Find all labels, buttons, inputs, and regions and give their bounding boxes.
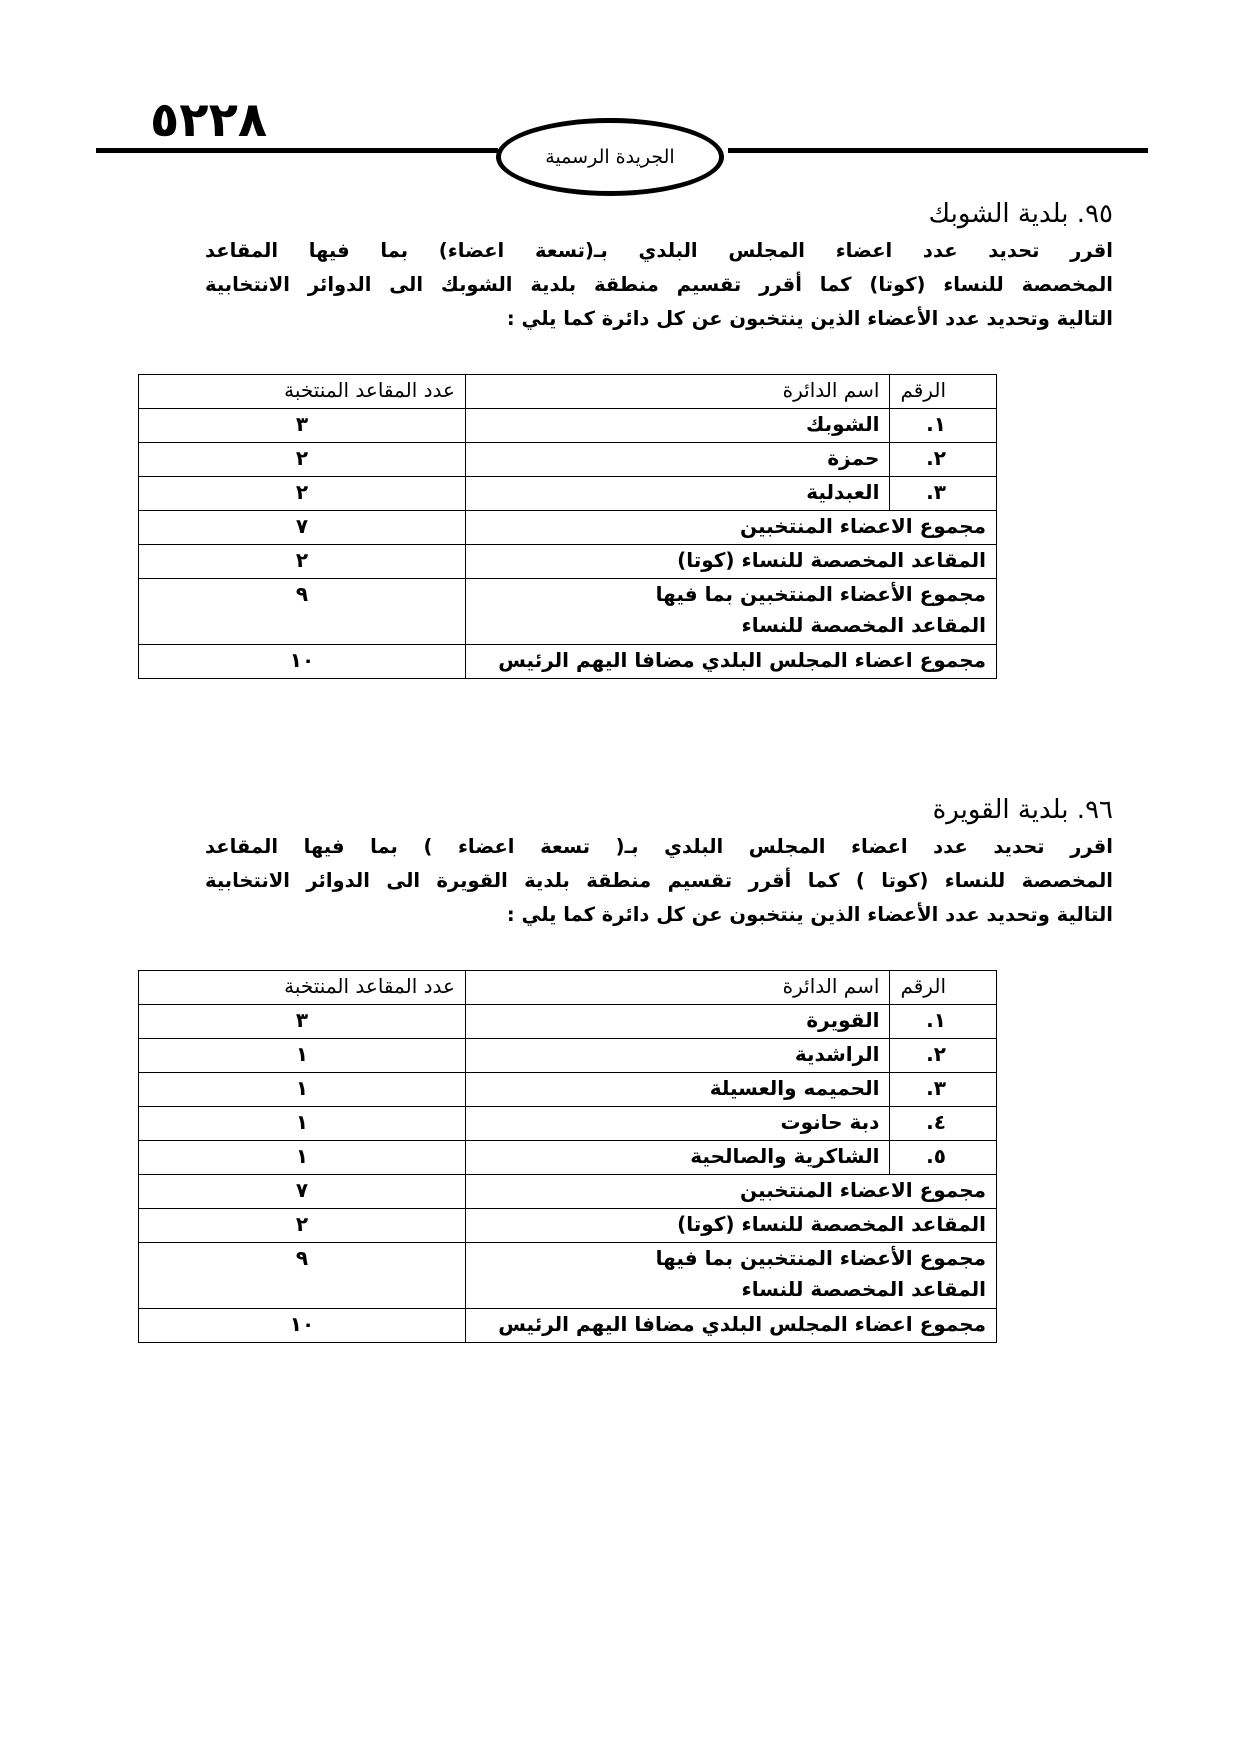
summary-row [139,1175,997,1209]
section-title: ٩٦. بلدية القويرة [932,795,1113,825]
summary-value: ٩ [139,579,466,645]
section-quwaira [135,792,1125,932]
summary-row [139,579,997,645]
decision-paragraph [205,234,1113,336]
row-number: ١. [890,409,997,443]
row-district: الشوبك [465,409,889,443]
summary-label: مجموع اعضاء المجلس البلدي مضافا اليهم الرئيس [465,645,996,679]
table-header-row [139,375,997,409]
row-seats: ١ [139,1073,466,1107]
paragraph-line: اقرر تحديد عدد اعضاء المجلس البلدي بـ(تسعة اعضاء) بما فيها المقاعد [205,239,1113,262]
header-number: الرقم [890,375,997,409]
row-district: القويرة [465,1005,889,1039]
summary-value: ٢ [139,1209,466,1243]
summary-label: المقاعد المخصصة للنساء (كوتا) [465,545,996,579]
summary-label: مجموع الأعضاء المنتخبين بما فيها المقاعد المخصصة للنساء [465,579,996,645]
table-row [139,409,997,443]
header-number: الرقم [890,971,997,1005]
summary-label: مجموع اعضاء المجلس البلدي مضافا اليهم الرئيس [465,1309,996,1343]
header-seats: عدد المقاعد المنتخبة [139,375,466,409]
summary-row [139,1209,997,1243]
header-rule-right [728,148,1148,153]
row-number: ٣. [890,477,997,511]
row-district: دبة حانوت [465,1107,889,1141]
paragraph-line: التالية وتحديد عدد الأعضاء الذين ينتخبون عن كل دائرة كما يلي : [506,903,1113,926]
header-district: اسم الدائرة [465,375,889,409]
paragraph-line: التالية وتحديد عدد الأعضاء الذين ينتخبون عن كل دائرة كما يلي : [506,307,1113,330]
table-row [139,1005,997,1039]
summary-label: المقاعد المخصصة للنساء (كوتا) [465,1209,996,1243]
summary-value: ٧ [139,1175,466,1209]
header-seats: عدد المقاعد المنتخبة [139,971,466,1005]
summary-row [139,511,997,545]
row-seats: ٢ [139,477,466,511]
section-title: ٩٥. بلدية الشوبك [928,199,1113,229]
summary-row [139,1309,997,1343]
paragraph-line: المخصصة للنساء (كوتا) كما أقرر تقسيم منطقة بلدية الشوبك الى الدوائر الانتخابية [205,273,1113,296]
header-district: اسم الدائرة [465,971,889,1005]
table-row [139,443,997,477]
summary-value: ٧ [139,511,466,545]
section-shobak [135,196,1125,336]
row-seats: ١ [139,1141,466,1175]
table-row [139,1073,997,1107]
summary-value: ٢ [139,545,466,579]
summary-label: مجموع الاعضاء المنتخبين [465,511,996,545]
row-district: الحميمه والعسيلة [465,1073,889,1107]
table-row [139,1039,997,1073]
table-row [139,1107,997,1141]
row-number: ٤. [890,1107,997,1141]
row-number: ٥. [890,1141,997,1175]
table-header-row [139,971,997,1005]
header-rule-left [96,148,498,153]
table-row [139,1141,997,1175]
gazette-name: الجريدة الرسمية [545,146,675,168]
row-seats: ٣ [139,1005,466,1039]
row-district: حمزة [465,443,889,477]
row-number: ٢. [890,443,997,477]
summary-value: ١٠ [139,645,466,679]
summary-row [139,545,997,579]
summary-value: ١٠ [139,1309,466,1343]
row-seats: ٢ [139,443,466,477]
row-number: ١. [890,1005,997,1039]
row-district: الراشدية [465,1039,889,1073]
paragraph-line: المخصصة للنساء (كوتا ) كما أقرر تقسيم منطقة بلدية القويرة الى الدوائر الانتخابية [205,869,1113,892]
row-district: العبدلية [465,477,889,511]
summary-label: مجموع الأعضاء المنتخبين بما فيها المقاعد المخصصة للنساء [465,1243,996,1309]
row-number: ٣. [890,1073,997,1107]
page-number: ٥٢٢٨ [150,92,268,148]
districts-table-shobak [138,374,997,679]
row-seats: ٣ [139,409,466,443]
row-seats: ١ [139,1039,466,1073]
summary-row [139,1243,997,1309]
paragraph-line: اقرر تحديد عدد اعضاء المجلس البلدي بـ( تسعة اعضاء ) بما فيها المقاعد [205,835,1113,858]
summary-label: مجموع الاعضاء المنتخبين [465,1175,996,1209]
gazette-masthead [496,118,724,196]
table-row [139,477,997,511]
decision-paragraph [205,830,1113,932]
districts-table-quwaira [138,970,997,1343]
summary-value: ٩ [139,1243,466,1309]
row-district: الشاكرية والصالحية [465,1141,889,1175]
row-number: ٢. [890,1039,997,1073]
summary-row [139,645,997,679]
row-seats: ١ [139,1107,466,1141]
